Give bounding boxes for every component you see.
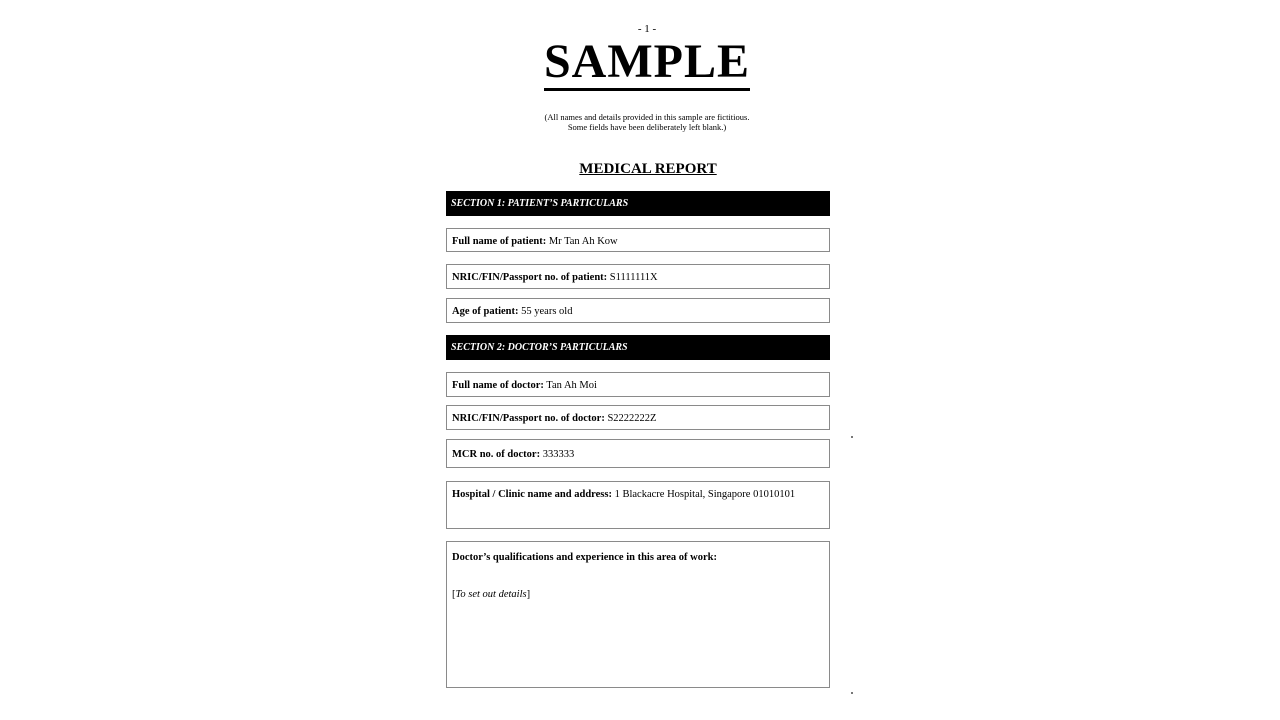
qualifications-bracket-open: [ <box>452 589 456 600</box>
patient-name-label: Full name of patient: <box>452 236 547 247</box>
patient-name-value: Mr Tan Ah Kow <box>546 236 618 247</box>
patient-age-value: 55 years old <box>518 306 573 317</box>
hospital-value: 1 Blackacre Hospital, Singapore 01010101 <box>611 489 796 500</box>
report-title: MEDICAL REPORT <box>579 161 717 177</box>
patient-age-label: Age of patient: <box>452 306 519 317</box>
qualifications-bracket-close: ] <box>526 589 531 600</box>
hospital-field <box>446 481 830 529</box>
doctor-id-value: S2222222Z <box>604 413 657 424</box>
margin-dot <box>851 436 853 438</box>
section-2-header: SECTION 2: DOCTOR’S PARTICULARS <box>446 335 830 360</box>
doctor-name-value: Tan Ah Moi <box>543 380 597 391</box>
disclaimer <box>0 112 1280 132</box>
doctor-mcr-value: 333333 <box>540 449 575 460</box>
doctor-mcr-field <box>446 439 830 468</box>
sample-watermark-text: SAMPLE <box>544 36 750 91</box>
doctor-mcr-label: MCR no. of doctor: <box>452 449 541 460</box>
page-number: - 1 - <box>637 23 657 35</box>
patient-id-field <box>446 264 830 289</box>
doctor-name-label: Full name of doctor: <box>452 380 544 391</box>
qualifications-placeholder-text: To set out details <box>455 589 527 600</box>
doctor-name-field <box>446 372 830 397</box>
section-1-header: SECTION 1: PATIENT’S PARTICULARS <box>446 191 830 216</box>
disclaimer-line-1: (All names and details provided in this sample are fictitious. <box>544 112 750 122</box>
patient-name-field <box>446 228 830 252</box>
patient-age-field <box>446 298 830 323</box>
doctor-id-field <box>446 405 830 430</box>
sample-watermark <box>0 34 1280 91</box>
hospital-label: Hospital / Clinic name and address: <box>452 489 612 500</box>
disclaimer-line-2: Some fields have been deliberately left blank.) <box>567 122 727 132</box>
doctor-id-label: NRIC/FIN/Passport no. of doctor: <box>452 413 605 424</box>
patient-id-label: NRIC/FIN/Passport no. of patient: <box>452 272 608 283</box>
patient-id-value: S1111111X <box>607 272 658 283</box>
qualifications-field <box>446 541 830 688</box>
qualifications-placeholder <box>452 588 824 601</box>
qualifications-label: Doctor’s qualifications and experience in this area of work: <box>452 552 718 563</box>
margin-dot <box>851 692 853 694</box>
